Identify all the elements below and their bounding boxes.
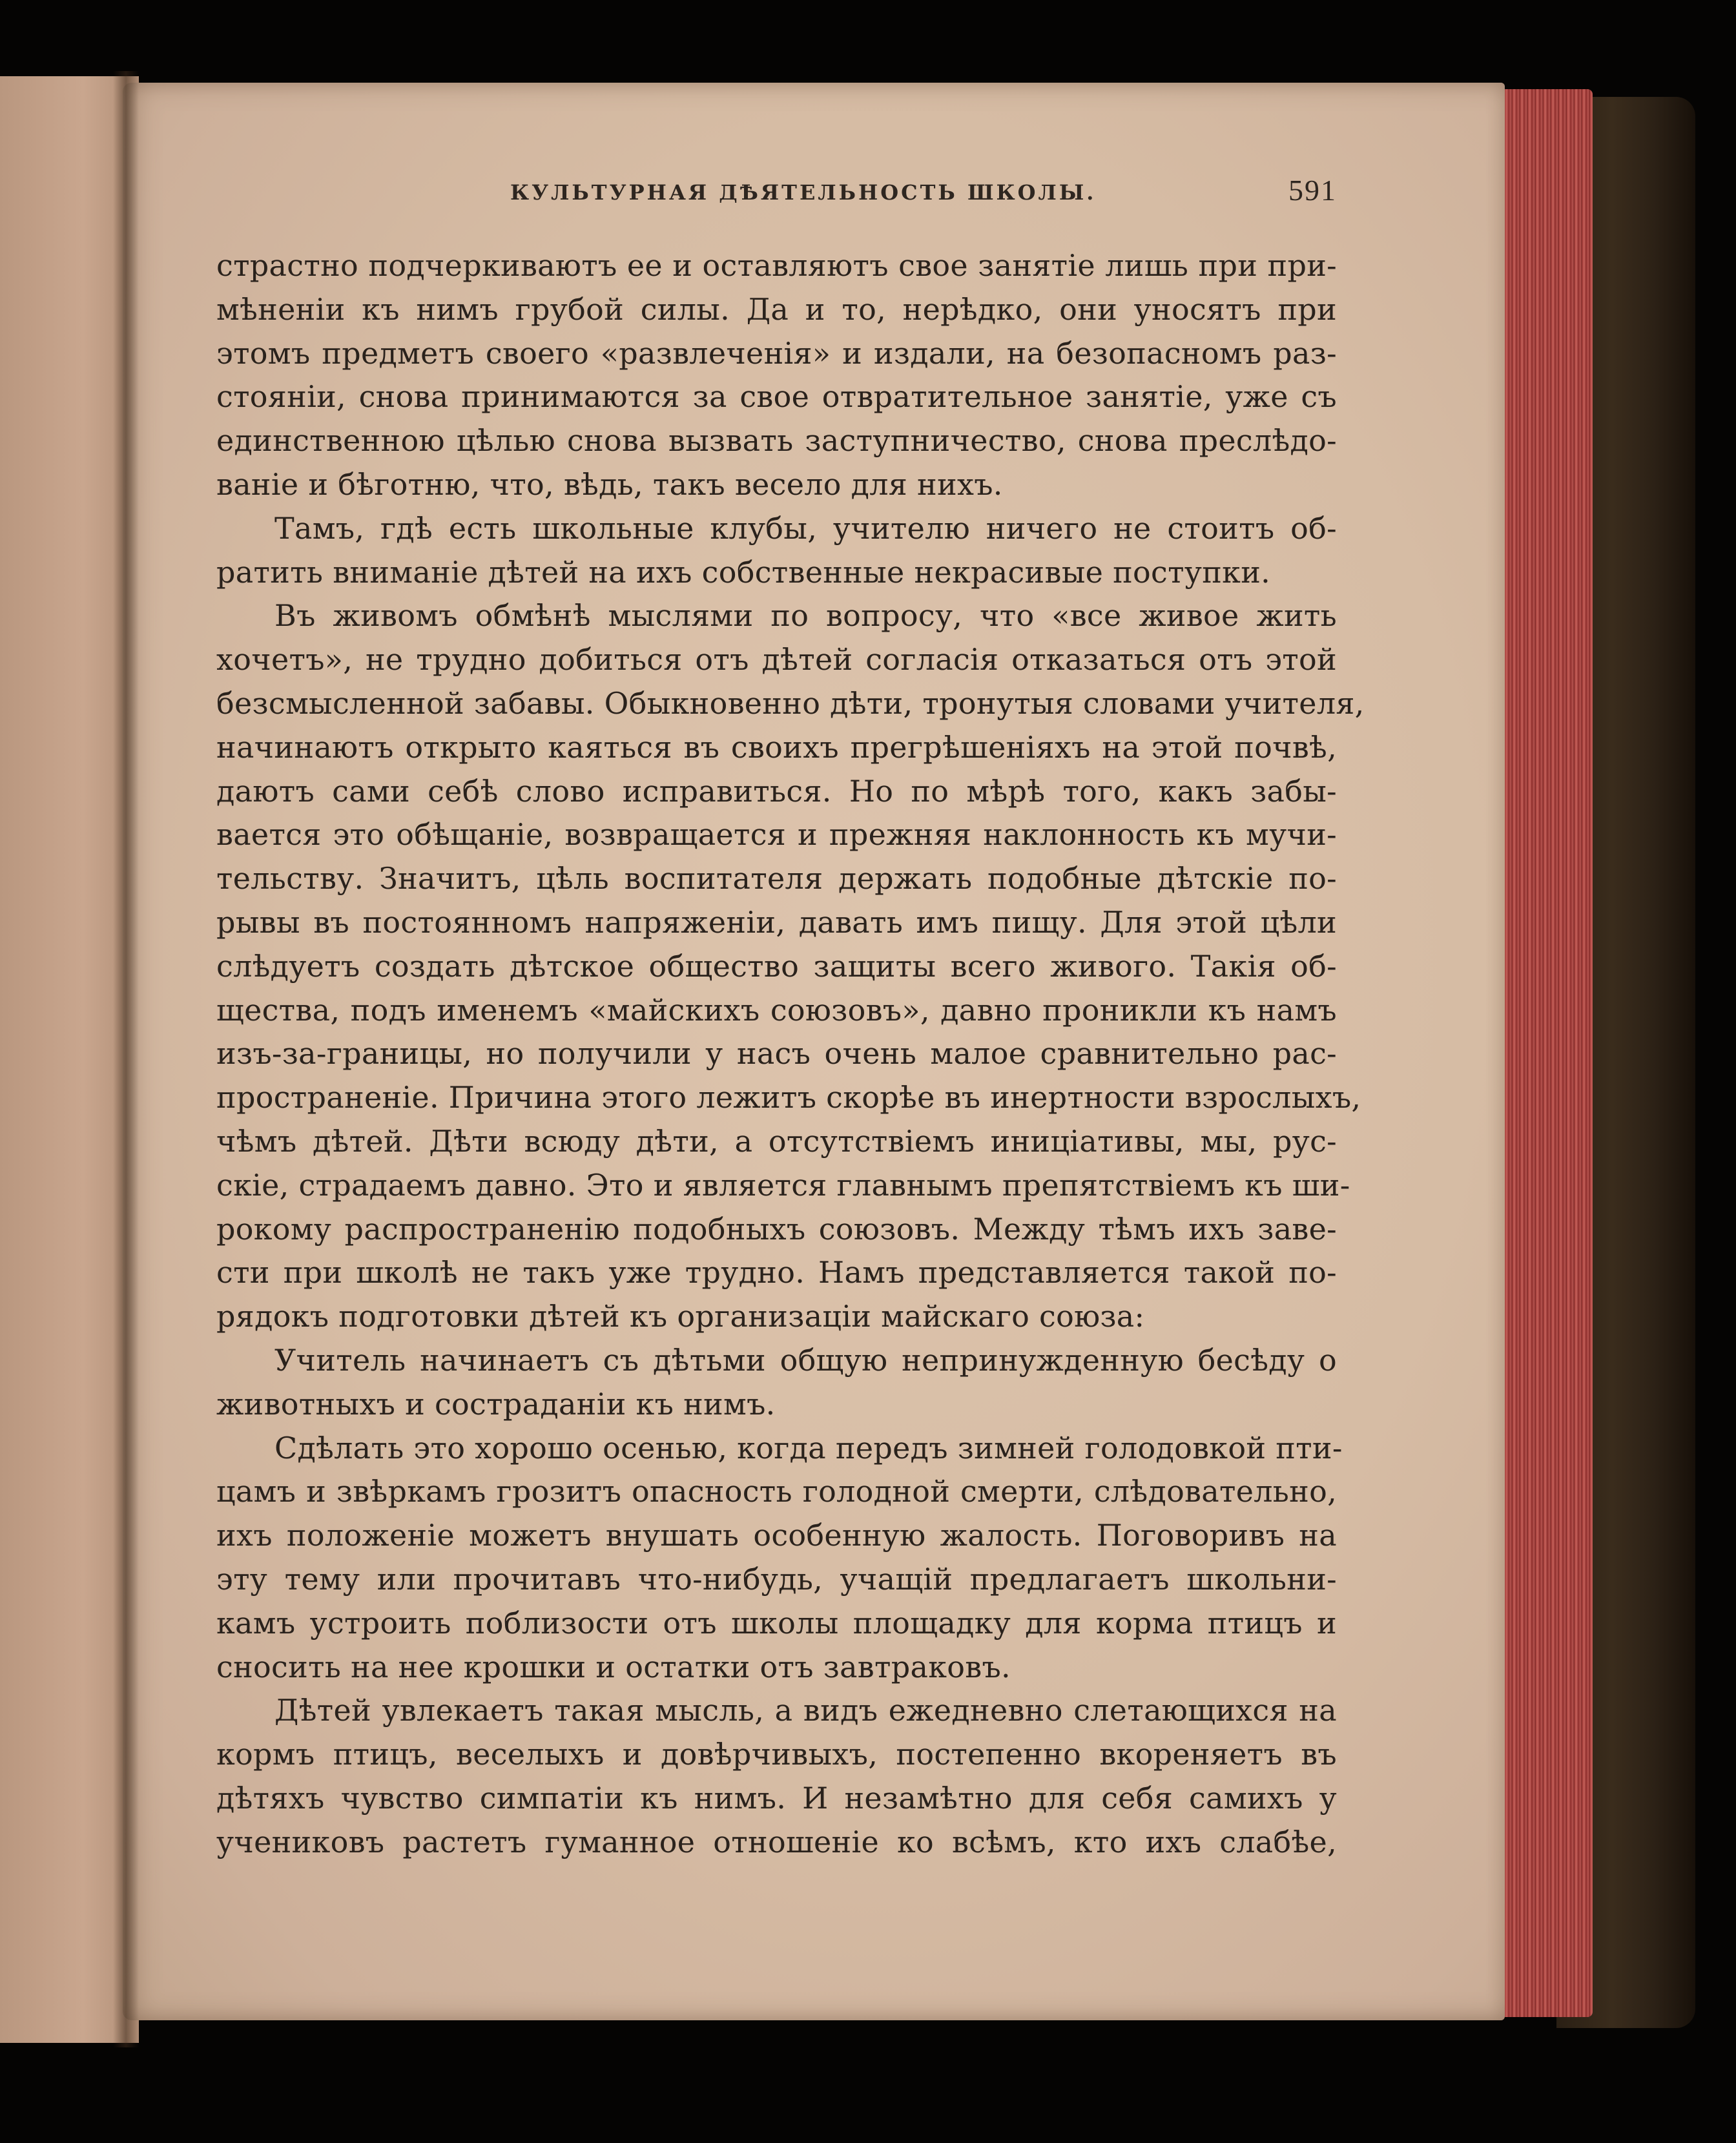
text-line: мѣненіи къ нимъ грубой силы. Да и то, нерѣдко, они уносятъ при: [216, 291, 1337, 327]
text-line: начинаютъ открыто каяться въ своихъ прегрѣшеніяхъ на этой почвѣ,: [216, 729, 1337, 765]
text-line: страстно подчеркиваютъ ее и оставляютъ свое занятіе лишь при при-: [216, 248, 1337, 283]
text-line: животныхъ и состраданіи къ нимъ.: [216, 1386, 776, 1422]
text-line: цамъ и звѣркамъ грозитъ опасность голодной смерти, слѣдовательно,: [216, 1474, 1337, 1509]
text-line: вается это обѣщаніе, возвращается и прежняя наклонность къ мучи-: [216, 817, 1337, 853]
text-line: эту тему или прочитавъ что-нибудь, учащій предлагаетъ школьни-: [216, 1561, 1337, 1597]
running-head: КУЛЬТУРНАЯ ДѢЯТЕЛЬНОСТЬ ШКОЛЫ.: [510, 180, 1097, 205]
text-line: ваніе и бѣготню, что, вѣдь, такъ весело для нихъ.: [216, 466, 1003, 502]
text-line: ратить вниманіе дѣтей на ихъ собственные некрасивые поступки.: [216, 554, 1271, 590]
text-line: изъ-за-границы, но получили у насъ очень малое сравнительно рас-: [216, 1036, 1337, 1072]
text-line: стояніи, снова принимаются за свое отвратительное занятіе, уже съ: [216, 379, 1337, 415]
paragraph: [216, 1689, 1337, 1864]
text-line: камъ устроить поблизости отъ школы площадку для корма птицъ и: [216, 1605, 1337, 1641]
paragraph: [216, 1339, 1337, 1427]
text-line: рывы въ постоянномъ напряженіи, давать имъ пищу. Для этой цѣли: [216, 904, 1337, 940]
page-edges: [1497, 89, 1593, 2017]
text-line: слѣдуетъ создать дѣтское общество защиты всего живого. Такія об-: [216, 948, 1337, 984]
text-line: Сдѣлать это хорошо осенью, когда передъ зимней голодовкой пти-: [274, 1430, 1343, 1465]
text-line: безсмысленной забавы. Обыкновенно дѣти, тронутыя словами учителя,: [216, 685, 1365, 721]
text-line: даютъ сами себѣ слово исправиться. Но по мѣрѣ того, какъ забы-: [216, 773, 1337, 809]
page-number: 591: [1288, 174, 1337, 207]
page-gutter: [113, 71, 139, 2047]
text-line: сти при школѣ не такъ уже трудно. Намъ представляется такой по-: [216, 1255, 1337, 1290]
text-line: чѣмъ дѣтей. Дѣти всюду дѣти, а отсутствіемъ иниціативы, мы, рус-: [216, 1123, 1337, 1159]
text-line: сносить на нее крошки и остатки отъ завтраковъ.: [216, 1649, 1011, 1684]
text-line: Учитель начинаетъ съ дѣтьми общую непринужденную бесѣду о: [274, 1342, 1337, 1378]
text-line: пространеніе. Причина этого лежитъ скорѣе въ инертности взрослыхъ,: [216, 1080, 1361, 1115]
text-line: единственною цѣлью снова вызвать заступничество, снова преслѣдо-: [216, 423, 1337, 459]
text-line: учениковъ растетъ гуманное отношеніе ко всѣмъ, кто ихъ слабѣе,: [216, 1824, 1337, 1859]
text-line: скіе, страдаемъ давно. Это и является главнымъ препятствіемъ къ ши-: [216, 1167, 1350, 1203]
text-line: кормъ птицъ, веселыхъ и довѣрчивыхъ, постепенно вкореняетъ въ: [216, 1737, 1337, 1772]
paragraph: [216, 507, 1337, 595]
text-line: тельству. Значитъ, цѣль воспитателя держать подобные дѣтскіе по-: [216, 861, 1337, 896]
text-line: этомъ предметъ своего «развлеченія» и издали, на безопасномъ раз-: [216, 335, 1337, 371]
paragraph: [216, 244, 1337, 507]
text-line: Тамъ, гдѣ есть школьные клубы, учителю ничего не стоитъ об-: [274, 510, 1337, 546]
body-text: [216, 244, 1365, 1864]
text-line: рядокъ подготовки дѣтей къ организаціи майскаго союза:: [216, 1299, 1145, 1334]
paragraph: [216, 594, 1365, 1339]
text-line: Дѣтей увлекаетъ такая мысль, а видъ ежедневно слетающихся на: [274, 1693, 1337, 1728]
text-line: щества, подъ именемъ «майскихъ союзовъ», давно проникли къ намъ: [216, 992, 1337, 1028]
paragraph: [216, 1427, 1343, 1690]
text-line: рокому распространенію подобныхъ союзовъ. Между тѣмъ ихъ заве-: [216, 1211, 1337, 1247]
text-line: Въ живомъ обмѣнѣ мыслями по вопросу, что «все живое жить: [274, 598, 1337, 634]
text-line: ихъ положеніе можетъ внушать особенную жалость. Поговоривъ на: [216, 1518, 1337, 1553]
text-line: дѣтяхъ чувство симпатіи къ нимъ. И незамѣтно для себя самихъ у: [216, 1780, 1337, 1816]
text-line: хочетъ», не трудно добиться отъ дѣтей согласія отказаться отъ этой: [216, 642, 1337, 678]
